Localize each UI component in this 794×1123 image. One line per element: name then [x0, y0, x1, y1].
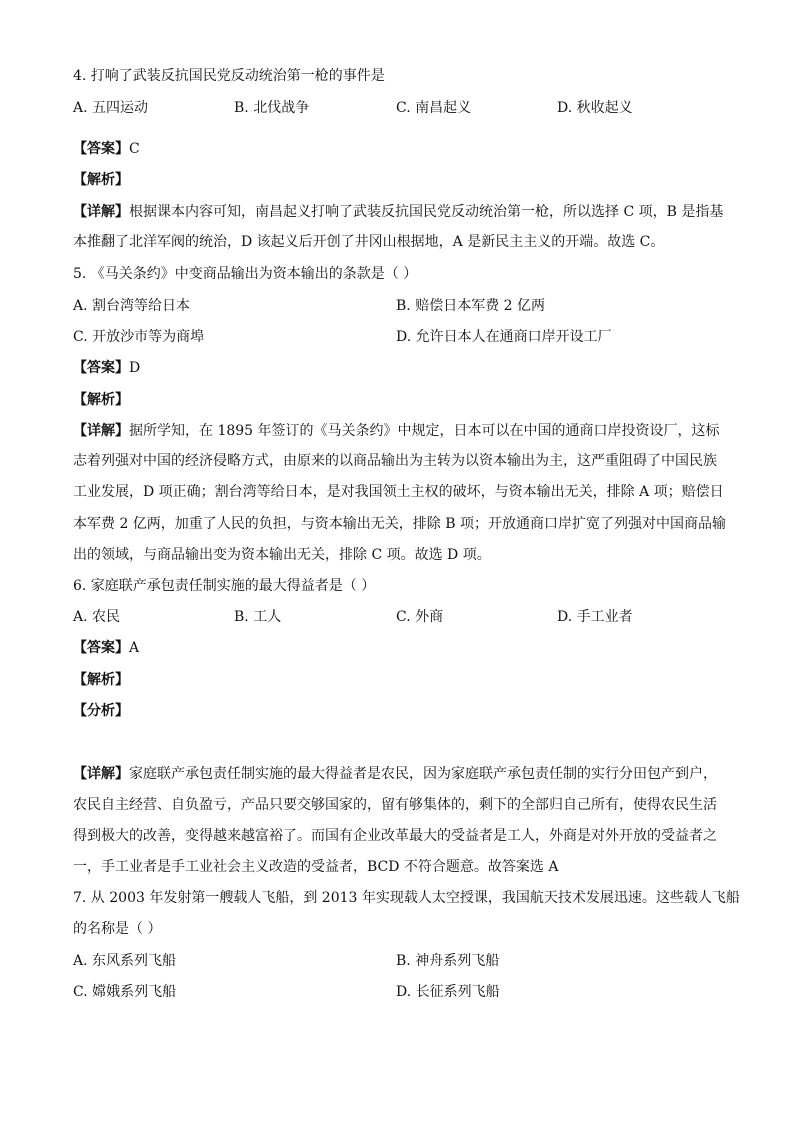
- q5-answer: [73, 358, 734, 378]
- q6-detail-line-4: 一，手工业者是手工业社会主义改造的受益者，BCD 不符合题意。故答案选 A: [73, 859, 559, 875]
- answer-value: A: [129, 640, 140, 656]
- q7-stem-line-2: 的名称是（ ）: [73, 921, 162, 937]
- answer-label: 【答案】: [73, 141, 129, 157]
- q5-detail-line-1: [73, 421, 734, 441]
- q5-option-b: B. 赔偿日本军费 2 亿两: [396, 298, 545, 314]
- q7-option-b: B. 神舟系列飞船: [396, 953, 500, 969]
- q5-detail-line-5: 出的领域，与商品输出变为资本输出无关，排除 C 项。故选 D 项。: [73, 547, 491, 563]
- q5-stem: 5. 《马关条约》中变商品输出为资本输出的条款是（ ）: [73, 266, 418, 282]
- q4-option-d: D. 秋收起义: [557, 100, 633, 116]
- q4-stem: 4. 打响了武装反抗国民党反动统治第一枪的事件是: [73, 68, 385, 84]
- answer-value: D: [129, 360, 141, 376]
- q5-detail-line-4: 本军费 2 亿两，加重了人民的负担，与资本输出无关，排除 B 项；开放通商口岸扩宽了列强对中国商品输: [73, 516, 726, 532]
- q7-option-a: A. 东风系列飞船: [73, 953, 177, 969]
- answer-label: 【答案】: [73, 640, 129, 656]
- q7-option-d: D. 长征系列飞船: [396, 984, 500, 1000]
- answer-value: C: [129, 141, 140, 157]
- q5-analysis-label: 【解析】: [73, 392, 129, 408]
- q4-detail-line-2: 本推翻了北洋军阀的统治，D 该起义后开创了井冈山根据地，A 是新民主主义的开端。故选 C。: [73, 234, 665, 250]
- q6-option-b: B. 工人: [234, 609, 282, 625]
- q4-option-a: A. 五四运动: [73, 100, 149, 116]
- q6-analysis-label: 【解析】: [73, 672, 129, 688]
- q4-answer: [73, 139, 734, 159]
- detail-text: 根据课本内容可知，南昌起义打响了武装反抗国民党反动统治第一枪，所以选择 C 项，B 是指基: [129, 204, 724, 220]
- detail-label: 【详解】: [73, 204, 129, 220]
- q4-detail-line-1: [73, 202, 734, 222]
- q6-answer: [73, 638, 734, 658]
- q6-option-a: A. 农民: [73, 609, 121, 625]
- q6-option-c: C. 外商: [396, 609, 444, 625]
- detail-text: 据所学知，在 1895 年签订的《马关条约》中规定，日本可以在中国的通商口岸投资设厂，这标: [129, 423, 720, 439]
- q4-analysis-label: 【解析】: [73, 172, 129, 188]
- q5-detail-line-3: 工业发展，D 项正确；割台湾等给日本，是对我国领土主权的破坏，与资本输出无关，排除 A 项；赔偿日: [73, 484, 724, 500]
- q6-detail-line-1: [73, 764, 734, 784]
- q6-option-d: D. 手工业者: [557, 609, 633, 625]
- q6-stem: 6. 家庭联产承包责任制实施的最大得益者是（ ）: [73, 578, 376, 594]
- q5-option-d: D. 允许日本人在通商口岸开设工厂: [396, 329, 612, 345]
- q7-option-c: C. 嫦娥系列飞船: [73, 984, 177, 1000]
- q5-detail-line-2: 志着列强对中国的经济侵略方式，由原来的以商品输出为主转为以资本输出为主，这严重阻碍了中国民族: [73, 453, 717, 469]
- q5-option-c: C. 开放沙市等为商埠: [73, 329, 205, 345]
- q6-analyze-label: 【分析】: [73, 703, 129, 719]
- q6-detail-line-2: 农民自主经营、自负盈亏，产品只要交够国家的，留有够集体的，剩下的全部归自己所有，使得农民生活: [73, 797, 717, 813]
- answer-label: 【答案】: [73, 360, 129, 376]
- q5-option-a: A. 割台湾等给日本: [73, 298, 191, 314]
- detail-label: 【详解】: [73, 766, 129, 782]
- detail-label: 【详解】: [73, 423, 129, 439]
- q7-stem-line-1: 7. 从 2003 年发射第一艘载人飞船，到 2013 年实现载人太空授课，我国航天技术发展迅速。这些载人飞船: [73, 890, 740, 906]
- detail-text: 家庭联产承包责任制实施的最大得益者是农民，因为家庭联产承包责任制的实行分田包产到户，: [129, 766, 717, 782]
- q4-option-c: C. 南昌起义: [396, 100, 472, 116]
- q6-detail-line-3: 得到极大的改善，变得越来越富裕了。而国有企业改革最大的受益者是工人，外商是对外开放的受益者之: [73, 828, 717, 844]
- q4-option-b: B. 北伐战争: [234, 100, 310, 116]
